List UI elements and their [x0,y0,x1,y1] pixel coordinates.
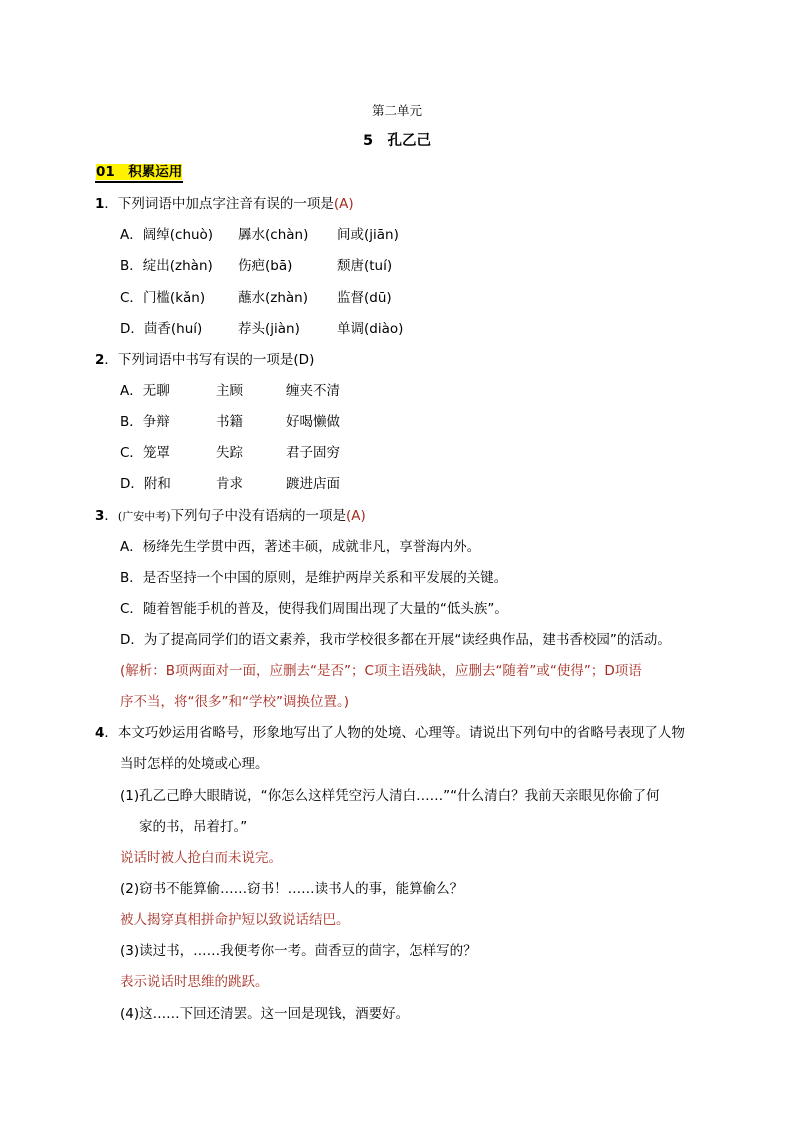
option-label: B． [120,414,143,430]
unit-title: 第二单元 [371,103,422,118]
option-word: 失踪 [216,445,243,461]
option-word: 附和 [143,476,171,492]
option-word: 羼水(chàn) [238,227,309,243]
option-row [120,474,171,494]
option-word: 监督(dū) [337,290,392,306]
option-word: 踱进店面 [286,476,340,492]
sub-question: (2)窃书不能算偷……窃书！……读书人的事，能算偷么？ [120,881,464,897]
analysis-text: 序不当，将“很多”和“学校”调换位置。) [120,694,349,710]
section-heading [95,163,183,183]
option-word: 君子固穷 [286,445,340,461]
option-word: 门槛(kǎn) [142,290,206,306]
option-row [120,381,170,401]
option-word: 笼罩 [142,445,170,461]
option-label: B． [120,258,143,274]
answer-text: 被人揭穿真相拼命护短以致说话结巴。 [120,912,350,928]
option-sentence: A．杨绛先生学贯中西，著述丰硕，成就非凡，享誉海内外。 [120,539,481,555]
option-label: D． [120,476,144,492]
question-number: 2 [95,352,105,368]
question-source: (广安中考) [117,510,171,523]
question-stem-cont: 当时怎样的处境或心理。 [120,756,269,772]
lesson-title: 5 孔乙己 [362,133,432,149]
option-row [120,319,202,339]
answer-text: (A) [333,196,354,212]
question-number: 3 [95,508,105,524]
option-word: 茴香(huí) [143,321,203,337]
sub-question: (3)读过书，……我便考你一考。茴香豆的茴字，怎样写的？ [120,943,477,959]
option-label: C． [120,445,143,461]
section-number: 01 [96,164,115,180]
section-title: 积累运用 [128,164,183,180]
option-word: 单调(diào) [337,321,404,337]
option-row [120,412,170,432]
option-row [120,288,205,308]
question-3: 3．(广安中考)下列句子中没有语病的一项是(A) [95,508,366,524]
answer-text: (A) [346,508,366,524]
option-sentence: D．为了提高同学们的语文素养，我市学校很多都在开展“读经典作品，建书香校园”的活动。 [120,632,671,648]
question-2: 2．下列词语中书写有误的一项是(D) [95,352,315,368]
question-4: 4．本文巧妙运用省略号，形象地写出了人物的处境、心理等。请说出下列句中的省略号表现了人物 [95,725,685,741]
option-word: 伤疤(bā) [238,258,293,274]
option-word: 阔绰(chuò) [142,227,214,243]
option-label: A． [120,227,143,243]
option-sentence: C．随着智能手机的普及，使得我们周围出现了大量的“低头族”。 [120,601,508,617]
option-word: 无聊 [142,383,170,399]
option-row [120,256,213,276]
option-label: C． [120,290,143,306]
sub-question: (4)这……下回还清罢。这一回是现钱，酒要好。 [120,1006,410,1022]
option-row [120,443,170,463]
question-stem: 下列词语中加点字注音有误的一项是 [117,196,334,212]
question-1: 1．下列词语中加点字注音有误的一项是(A) [95,196,354,212]
question-number: 1 [95,196,105,212]
option-word: 蘸水(zhàn) [238,290,309,306]
option-sentence: B．是否坚持一个中国的原则，是维护两岸关系和平发展的关键。 [120,570,508,586]
answer-text: 说话时被人抢白而未说完。 [120,850,282,866]
answer-text: 表示说话时思维的跳跃。 [120,974,269,990]
option-word: 缠夹不清 [286,383,340,399]
analysis-text: (解析：B项两面对一面，应删去“是否”；C项主语残缺，应删去“随着”或“使得”；D项语 [120,663,642,679]
question-stem: 下列句子中没有语病的一项是 [170,508,346,524]
option-label: A． [120,383,143,399]
option-label: D． [120,321,144,337]
sub-question: (1)孔乙己睁大眼睛说，“你怎么这样凭空污人清白……”“什么清白？我前天亲眼见你偷了何 [120,788,660,804]
option-row [120,225,213,245]
option-word: 间或(jiān) [337,227,399,243]
option-word: 主顾 [216,383,243,399]
option-word: 绽出(zhàn) [142,258,213,274]
option-word: 好喝懒做 [286,414,340,430]
question-number: 4 [95,725,105,741]
option-word: 书籍 [216,414,243,430]
option-word: 颓唐(tuí) [337,258,393,274]
sub-question-cont: 家的书，吊着打。” [139,819,248,835]
option-word: 肯求 [216,476,243,492]
question-stem: 下列词语中书写有误的一项是(D) [117,352,315,368]
question-stem: 本文巧妙运用省略号，形象地写出了人物的处境、心理等。请说出下列句中的省略号表现了人物 [117,725,685,741]
option-word: 荐头(jiàn) [238,321,300,337]
option-word: 争辩 [142,414,170,430]
